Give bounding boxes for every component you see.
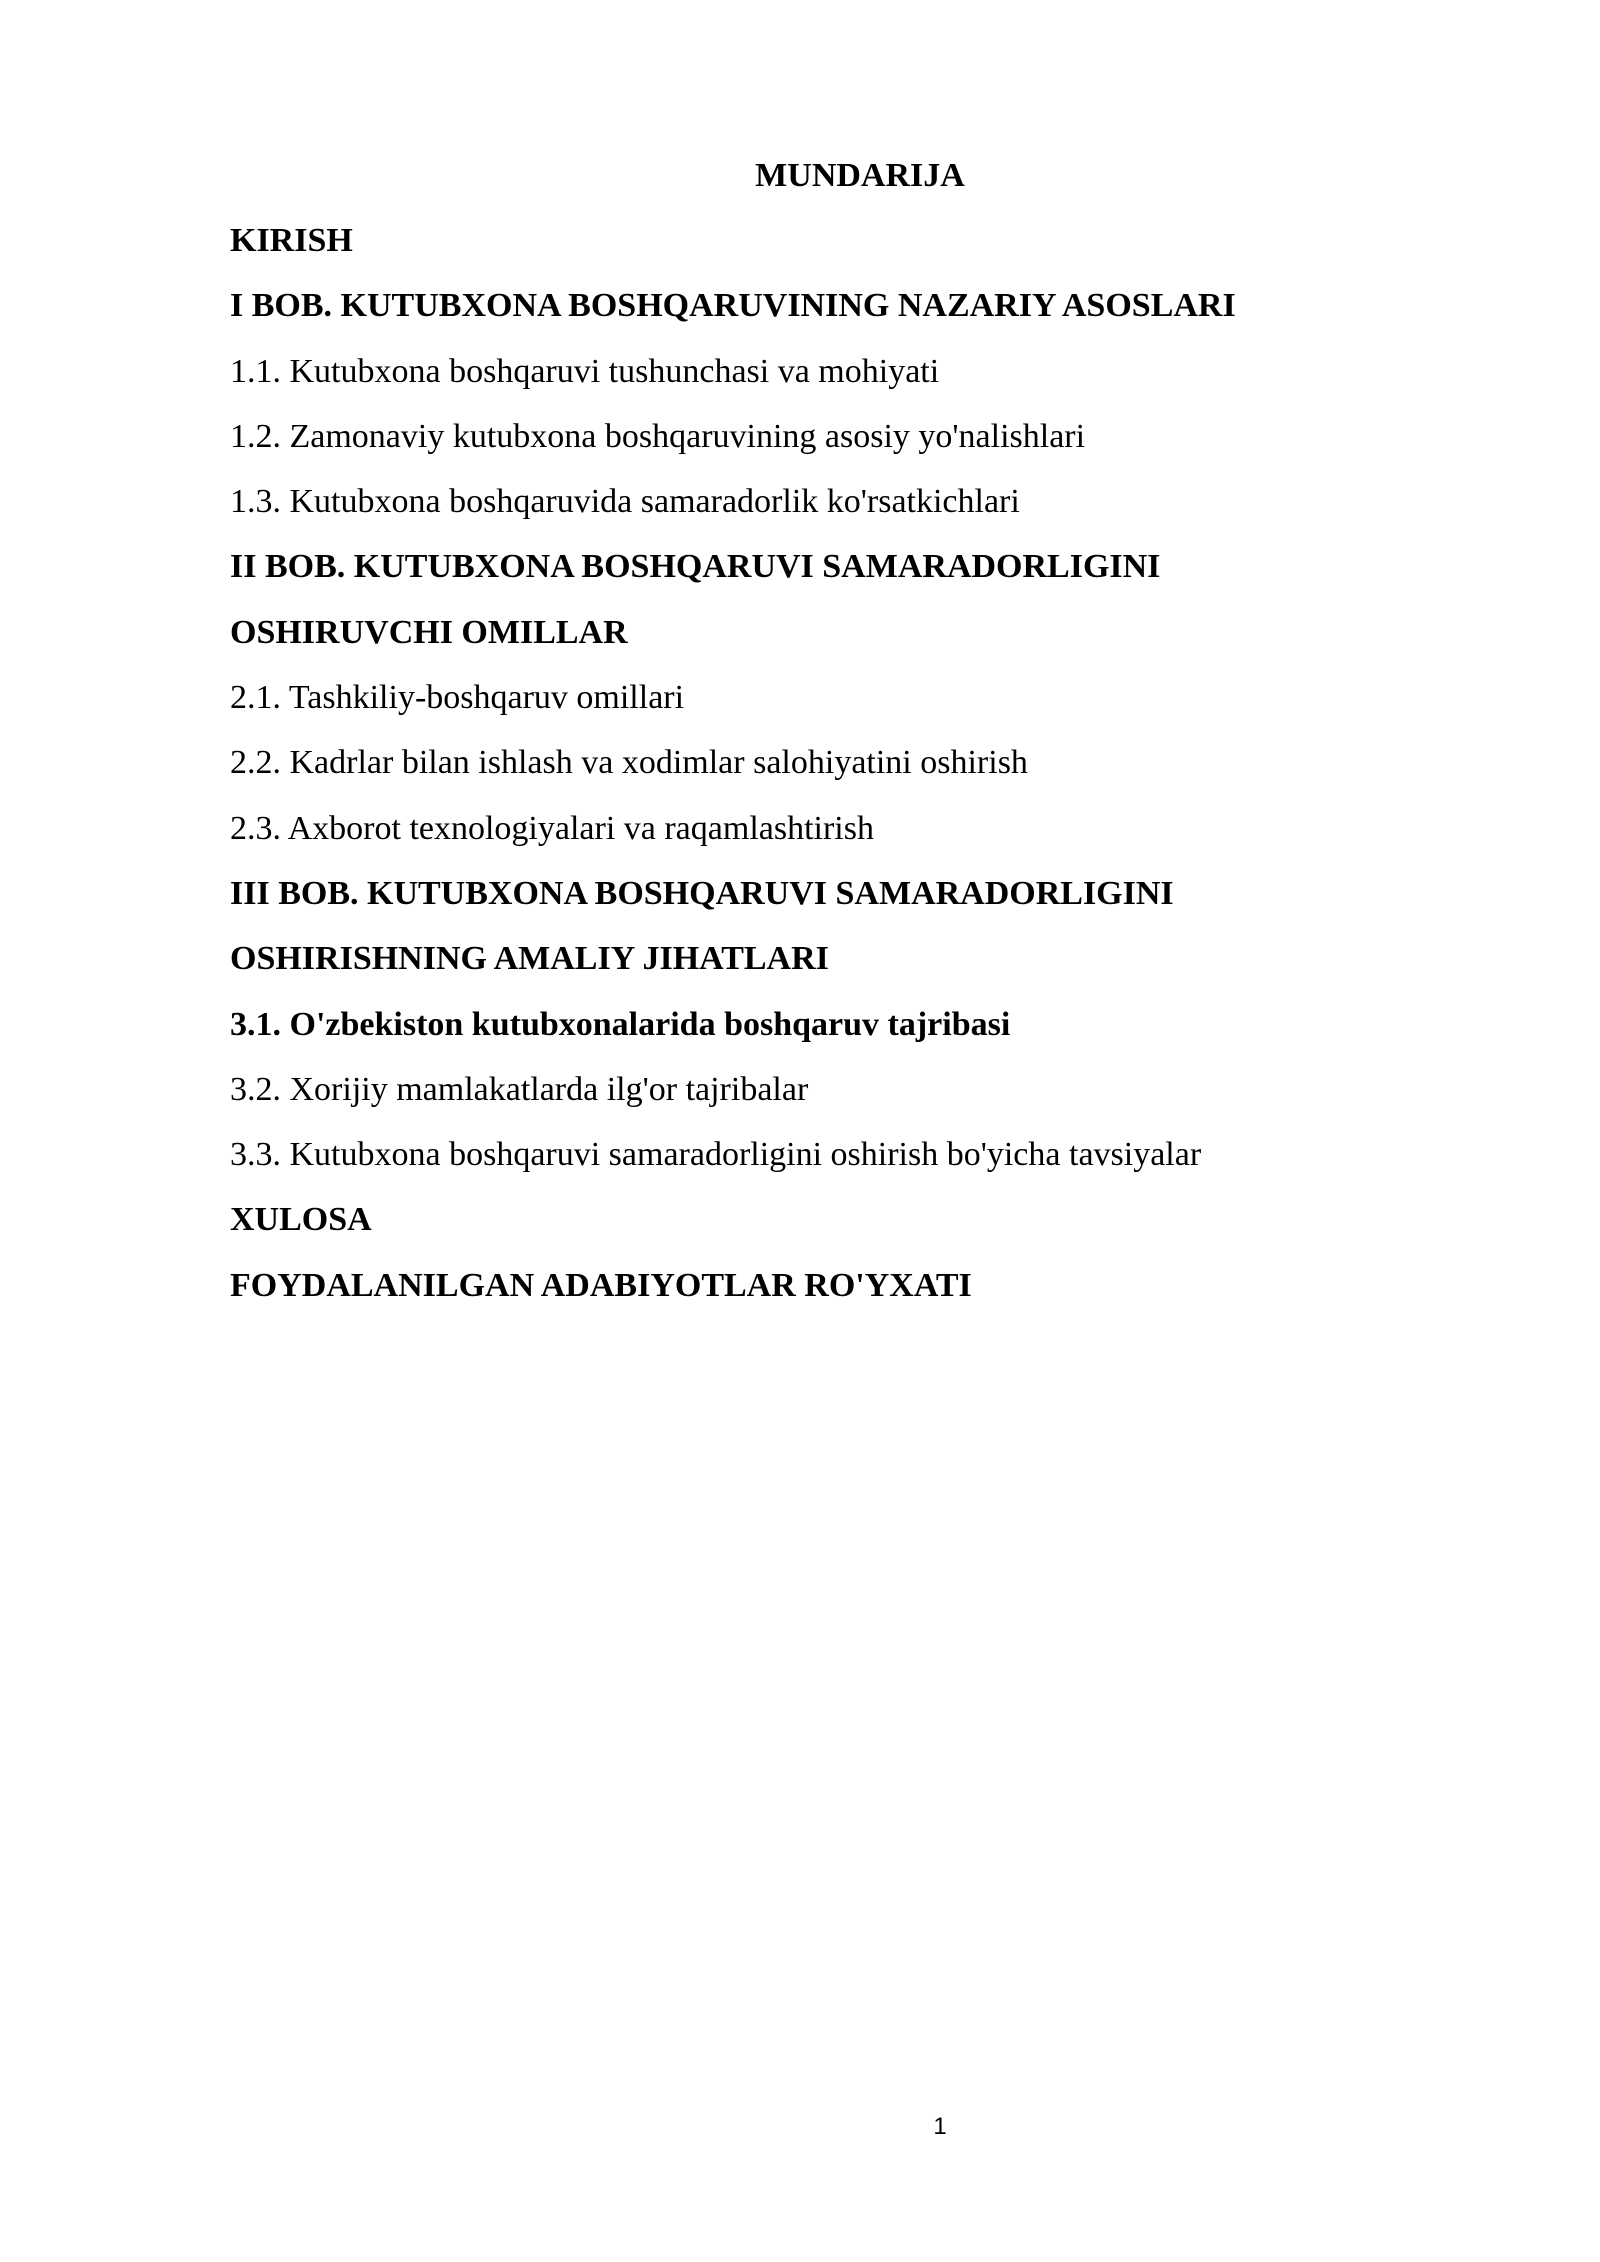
toc-entry-3-1: 3.1. O'zbekiston kutubxonalarida boshqaruv tajribasi bbox=[230, 1005, 1011, 1043]
toc-entry-kirish: KIRISH bbox=[230, 222, 353, 259]
toc-entry-chapter-1: I BOB. KUTUBXONA BOSHQARUVINING NAZARIY ASOSLARI bbox=[230, 287, 1236, 325]
toc-entry-chapter-2-line-2: OSHIRUVCHI OMILLAR bbox=[230, 613, 628, 651]
page-number: 1 bbox=[933, 2113, 947, 2140]
toc-entry-2-1: 2.1. Tashkiliy-boshqaruv omillari bbox=[230, 679, 685, 717]
toc-entry-chapter-3-line-2: OSHIRISHNING AMALIY JIHATLARI bbox=[230, 940, 829, 978]
toc-entry-2-2: 2.2. Kadrlar bilan ishlash va xodimlar salohiyatini oshirish bbox=[230, 744, 1028, 782]
toc-entry-chapter-2-line-1: II BOB. KUTUBXONA BOSHQARUVI SAMARADORLIGINI bbox=[230, 548, 1161, 586]
toc-entry-xulosa: XULOSA bbox=[230, 1201, 372, 1239]
toc-entry-2-3: 2.3. Axborot texnologiyalari va raqamlashtirish bbox=[230, 809, 874, 847]
table-of-contents bbox=[230, 220, 1430, 1330]
toc-entry-1-2: 1.2. Zamonaviy kutubxona boshqaruvining asosiy yo'nalishlari bbox=[230, 417, 1086, 455]
toc-entry-1-3: 1.3. Kutubxona boshqaruvida samaradorlik ko'rsatkichlari bbox=[230, 483, 1020, 521]
toc-entry-3-2: 3.2. Xorijiy mamlakatlarda ilg'or tajribalar bbox=[230, 1070, 809, 1108]
toc-entry-chapter-3-line-1: III BOB. KUTUBXONA BOSHQARUVI SAMARADORLIGINI bbox=[230, 874, 1174, 912]
toc-entry-3-3: 3.3. Kutubxona boshqaruvi samaradorligini oshirish bo'yicha tavsiyalar bbox=[230, 1136, 1202, 1174]
toc-title: MUNDARIJA bbox=[755, 157, 965, 194]
toc-entry-1-1: 1.1. Kutubxona boshqaruvi tushunchasi va mohiyati bbox=[230, 352, 940, 390]
toc-entry-references: FOYDALANILGAN ADABIYOTLAR RO'YXATI bbox=[230, 1266, 972, 1304]
